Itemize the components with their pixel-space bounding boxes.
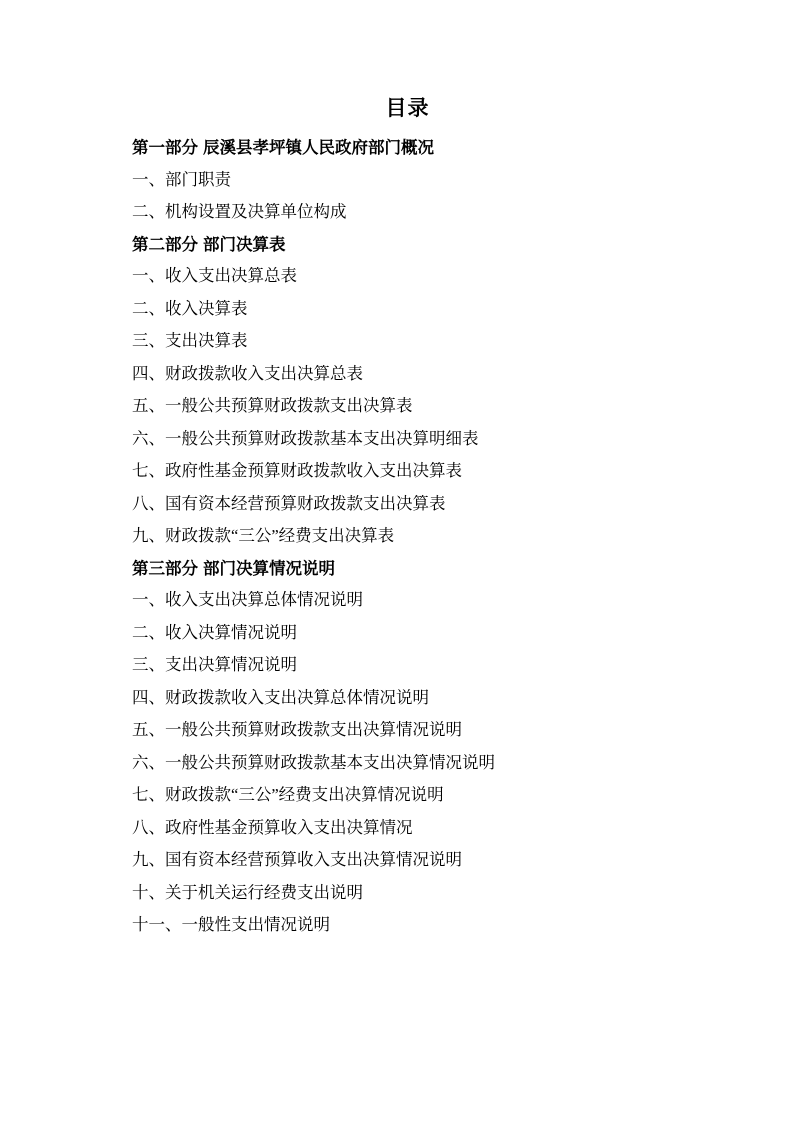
table-of-contents <box>132 140 683 934</box>
toc-item[interactable] <box>132 493 683 513</box>
toc-entry-text: 四、财政拨款收入支出决算总表 <box>132 363 363 383</box>
toc-entry-text: 二、收入决算表 <box>132 298 248 318</box>
toc-part-label: 第三部分 <box>132 558 198 578</box>
toc-entry-text: 四、财政拨款收入支出决算总体情况说明 <box>132 687 429 707</box>
toc-item[interactable] <box>132 268 683 285</box>
toc-item[interactable] <box>132 528 683 545</box>
toc-entry-text: 五、一般公共预算财政拨款支出决算表 <box>132 396 413 416</box>
toc-entry-text: 十、关于机关运行经费支出说明 <box>132 882 363 902</box>
toc-item[interactable] <box>132 657 683 674</box>
toc-item[interactable] <box>132 817 683 837</box>
toc-part-label: 第二部分 <box>132 234 198 254</box>
page-title: 目录 <box>385 96 430 120</box>
toc-part-heading[interactable] <box>132 234 683 254</box>
toc-entry-text: 三、支出决算表 <box>132 331 248 351</box>
toc-entry-text: 一、收入支出决算总表 <box>132 266 297 286</box>
toc-entry-text: 七、财政拨款“三公”经费支出决算情况说明 <box>132 785 444 805</box>
toc-part-heading[interactable] <box>132 558 683 578</box>
toc-item[interactable] <box>132 363 683 383</box>
toc-entry-text: 二、收入决算情况说明 <box>132 622 297 642</box>
toc-entry-text: 九、财政拨款“三公”经费支出决算表 <box>132 526 395 546</box>
toc-entry-text: 部门决算表 <box>203 234 286 254</box>
toc-item[interactable] <box>132 722 683 739</box>
toc-item[interactable] <box>132 592 683 609</box>
toc-part-heading[interactable] <box>132 140 683 157</box>
toc-entry-text: 八、政府性基金预算收入支出决算情况 <box>132 817 413 837</box>
toc-item[interactable] <box>132 752 683 772</box>
toc-part-label: 第一部分 <box>132 138 198 158</box>
toc-item[interactable] <box>132 882 683 902</box>
toc-entry-text: 部门决算情况说明 <box>203 558 335 578</box>
toc-item[interactable] <box>132 787 683 804</box>
toc-entry-text: 二、机构设置及决算单位构成 <box>132 202 347 222</box>
toc-item[interactable] <box>132 398 683 415</box>
toc-entry-text: 一、部门职责 <box>132 169 231 189</box>
toc-item[interactable] <box>132 852 683 869</box>
toc-item[interactable] <box>132 917 683 934</box>
toc-entry-text: 一、收入支出决算总体情况说明 <box>132 590 363 610</box>
toc-entry-text: 八、国有资本经营预算财政拨款支出决算表 <box>132 493 446 513</box>
toc-entry-text: 七、政府性基金预算财政拨款收入支出决算表 <box>132 461 462 481</box>
toc-entry-text: 六、一般公共预算财政拨款基本支出决算情况说明 <box>132 752 495 772</box>
toc-item[interactable] <box>132 463 683 480</box>
toc-item[interactable] <box>132 687 683 707</box>
toc-item[interactable] <box>132 169 683 189</box>
toc-item[interactable] <box>132 204 683 221</box>
toc-entry-text: 九、国有资本经营预算收入支出决算情况说明 <box>132 850 462 870</box>
toc-item[interactable] <box>132 333 683 350</box>
toc-item[interactable] <box>132 622 683 642</box>
toc-entry-text: 十一、一般性支出情况说明 <box>132 915 330 935</box>
toc-entry-text: 三、支出决算情况说明 <box>132 655 297 675</box>
toc-entry-text: 五、一般公共预算财政拨款支出决算情况说明 <box>132 720 462 740</box>
toc-entry-text: 辰溪县孝坪镇人民政府部门概况 <box>203 138 434 158</box>
toc-item[interactable] <box>132 428 683 448</box>
toc-item[interactable] <box>132 298 683 318</box>
toc-entry-text: 六、一般公共预算财政拨款基本支出决算明细表 <box>132 428 479 448</box>
